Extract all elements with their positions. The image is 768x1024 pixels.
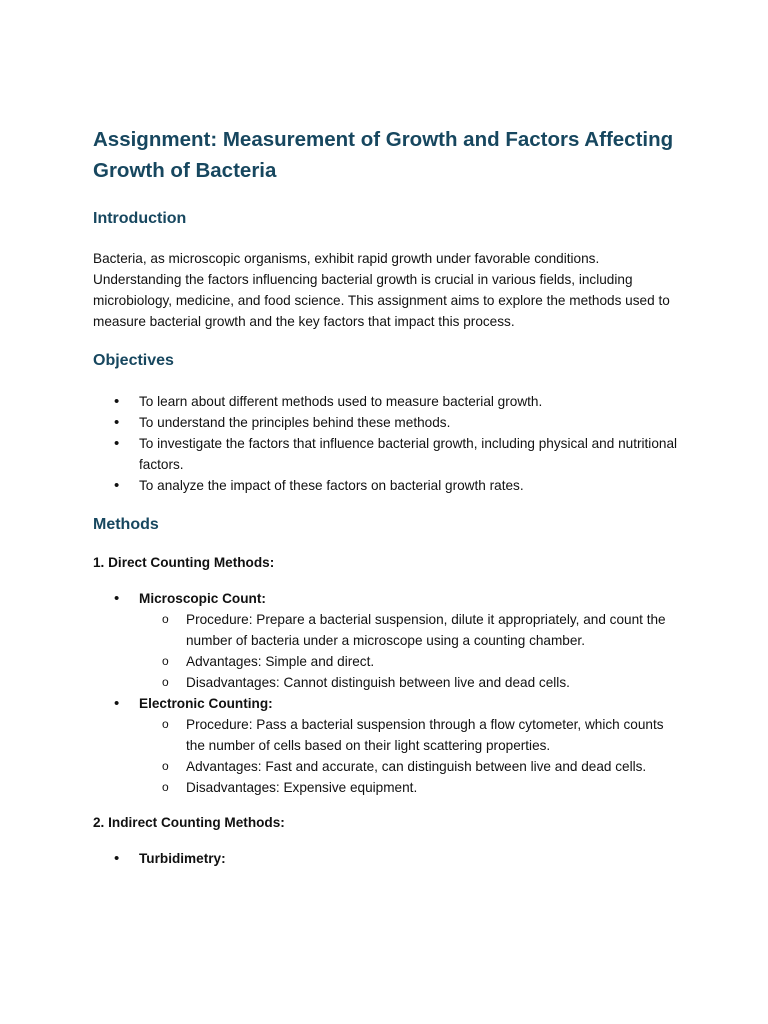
objective-item: • To understand the principles behind these methods. <box>93 412 683 433</box>
method-item-electronic <box>93 693 683 798</box>
direct-methods-heading: 1. Direct Counting Methods: <box>93 555 275 570</box>
methods-heading: Methods <box>93 516 159 533</box>
method-detail: o Procedure: Prepare a bacterial suspension, dilute it appropriately, and count the number of bacteria under a microscope using a counting chamber. <box>93 609 683 651</box>
objectives-list <box>93 391 683 496</box>
method-detail: o Advantages: Fast and accurate, can distinguish between live and dead cells. <box>93 756 683 777</box>
document-page <box>93 124 683 869</box>
method-detail: o Procedure: Pass a bacterial suspension through a flow cytometer, which counts the number of cells based on their light scattering properties. <box>93 714 683 756</box>
method-item-microscopic <box>93 588 683 693</box>
method-detail: o Disadvantages: Cannot distinguish between live and dead cells. <box>93 672 683 693</box>
objective-item: • To learn about different methods used to measure bacterial growth. <box>93 391 683 412</box>
indirect-methods-heading: 2. Indirect Counting Methods: <box>93 815 285 830</box>
method-details-list <box>139 609 683 693</box>
introduction-paragraph: Bacteria, as microscopic organisms, exhibit rapid growth under favorable conditions. Understanding the factors influencing bacterial growth is crucial in various fields, including microbiology, medicine, and food science. This assignment aims to explore the methods used to measure bacterial growth and the key factors that impact this process. <box>93 251 670 329</box>
objectives-heading: Objectives <box>93 352 174 369</box>
direct-methods-list <box>93 588 683 798</box>
method-detail: o Disadvantages: Expensive equipment. <box>93 777 683 798</box>
method-details-list <box>139 714 683 798</box>
objective-item: • To analyze the impact of these factors on bacterial growth rates. <box>93 475 683 496</box>
method-title: Electronic Counting: <box>139 696 273 711</box>
method-item-turbidimetry <box>93 848 683 869</box>
method-title: Microscopic Count: <box>139 591 266 606</box>
indirect-methods-list <box>93 848 683 869</box>
introduction-heading: Introduction <box>93 210 187 227</box>
objective-item: • To investigate the factors that influence bacterial growth, including physical and nutritional factors. <box>93 433 683 475</box>
document-title: Assignment: Measurement of Growth and Factors Affecting Growth of Bacteria <box>93 128 674 182</box>
method-detail: o Advantages: Simple and direct. <box>93 651 683 672</box>
method-title: Turbidimetry: <box>139 851 226 866</box>
